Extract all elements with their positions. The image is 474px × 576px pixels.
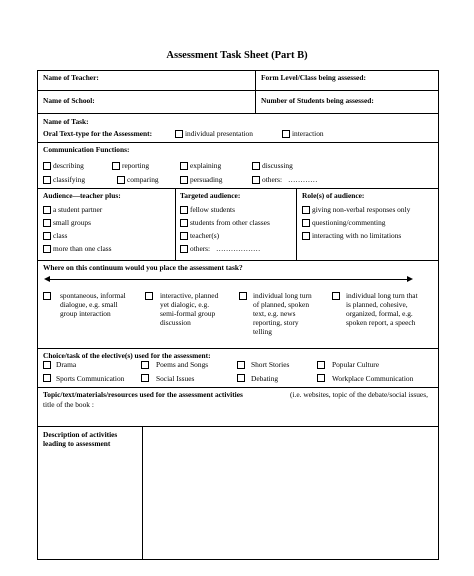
page-title: Assessment Task Sheet (Part B) — [166, 50, 308, 61]
students-count-label: Number of Students being assessed: — [261, 96, 374, 105]
form-level-label: Form Level/Class being assessed: — [261, 73, 366, 82]
checkbox-interaction[interactable] — [282, 130, 290, 138]
option-label: students from other classes — [190, 218, 270, 227]
option-label: Short Stories — [251, 360, 290, 369]
option-label: fellow students — [190, 205, 235, 214]
resources-label: Topic/text/materials/resources used for the assessment activities — [43, 390, 243, 399]
checkbox-classifying[interactable] — [43, 176, 51, 184]
continuum-text: is planned, cohesive, — [346, 300, 408, 309]
checkbox-explaining[interactable] — [180, 162, 188, 170]
description-field[interactable] — [146, 431, 434, 555]
checkbox-targeted-others[interactable] — [180, 245, 188, 253]
option-label: reporting — [122, 161, 150, 170]
checkbox-poems-and-songs[interactable] — [141, 361, 149, 369]
option-label: Debating — [251, 374, 279, 383]
option-label: explaining — [190, 161, 222, 170]
divider — [142, 426, 143, 559]
description-label: Description of activities — [43, 430, 118, 439]
option-label: Sports Communication — [56, 374, 125, 383]
continuum-text: discussion — [160, 318, 191, 327]
divider — [38, 426, 438, 427]
divider — [38, 113, 438, 114]
checkbox-teachers[interactable] — [180, 232, 188, 240]
option-label: Popular Culture — [332, 360, 380, 369]
option-label: teacher(s) — [190, 231, 220, 240]
divider — [38, 142, 438, 143]
task-name-label: Name of Task: — [43, 117, 89, 126]
divider — [38, 90, 438, 91]
electives-label: Choice/task of the elective(s) used for the assessment: — [43, 351, 211, 360]
continuum-text: spontaneous, informal — [60, 291, 126, 300]
checkbox-class[interactable] — [43, 232, 51, 240]
continuum-text: semi-formal group — [160, 309, 216, 318]
continuum-text: individual long turn — [253, 291, 312, 300]
continuum-text: individual long turn that — [346, 291, 418, 300]
assessment-form — [37, 70, 439, 560]
others-blank[interactable]: ……………… — [216, 244, 261, 253]
checkbox-workplace-communication[interactable] — [317, 374, 325, 382]
oral-text-type-label: Oral Text-type for the Assessment: — [43, 129, 153, 138]
checkbox-questioning[interactable] — [302, 219, 310, 227]
option-label: individual presentation — [185, 129, 253, 138]
checkbox-more-than-one-class[interactable] — [43, 245, 51, 253]
checkbox-individual-presentation[interactable] — [175, 130, 183, 138]
option-label: discussing — [262, 161, 293, 170]
checkbox-others[interactable] — [252, 176, 260, 184]
option-label: questioning/commenting — [312, 218, 386, 227]
checkbox-continuum-4[interactable] — [332, 292, 340, 300]
divider — [38, 188, 438, 189]
checkbox-discussing[interactable] — [252, 162, 260, 170]
continuum-text: text, e.g. news — [253, 309, 296, 318]
option-label: comparing — [127, 175, 159, 184]
checkbox-fellow-students[interactable] — [180, 206, 188, 214]
divider — [175, 188, 176, 260]
continuum-arrow — [49, 279, 407, 280]
divider — [38, 348, 438, 349]
continuum-text: telling — [253, 327, 272, 336]
option-label: class — [53, 231, 68, 240]
option-label: Social Issues — [156, 374, 195, 383]
others-blank[interactable]: ………… — [288, 175, 318, 184]
divider — [296, 188, 297, 260]
option-label: persuading — [190, 175, 223, 184]
checkbox-short-stories[interactable] — [237, 361, 245, 369]
divider — [38, 387, 438, 388]
option-label: classifying — [53, 175, 86, 184]
school-label: Name of School: — [43, 96, 95, 105]
teacher-label: Name of Teacher: — [43, 73, 99, 82]
checkbox-small-groups[interactable] — [43, 219, 51, 227]
checkbox-sports-communication[interactable] — [43, 374, 51, 382]
arrow-right-icon — [407, 276, 413, 282]
roles-of-audience-label: Role(s) of audience: — [302, 191, 365, 200]
continuum-text: of planned, spoken — [253, 300, 310, 309]
resources-note: title of the book : — [43, 400, 94, 409]
option-label: Poems and Songs — [156, 360, 209, 369]
continuum-text: organized, formal, e.g. — [346, 309, 413, 318]
option-label: more than one class — [53, 244, 112, 253]
option-label: others: — [190, 244, 211, 253]
option-label: small groups — [53, 218, 91, 227]
checkbox-non-verbal[interactable] — [302, 206, 310, 214]
description-label: leading to assessment — [43, 439, 111, 448]
checkbox-continuum-2[interactable] — [145, 292, 153, 300]
option-label: describing — [53, 161, 84, 170]
checkbox-reporting[interactable] — [112, 162, 120, 170]
checkbox-drama[interactable] — [43, 361, 51, 369]
checkbox-students-other-classes[interactable] — [180, 219, 188, 227]
continuum-text: group interaction — [60, 309, 111, 318]
audience-teacher-label: Audience—teacher plus: — [43, 191, 121, 200]
divider — [38, 260, 438, 261]
option-label: others: — [262, 175, 283, 184]
checkbox-describing[interactable] — [43, 162, 51, 170]
checkbox-continuum-1[interactable] — [43, 292, 51, 300]
checkbox-interacting[interactable] — [302, 232, 310, 240]
continuum-text: yet dialogic, e.g. — [160, 300, 210, 309]
communication-functions-label: Communication Functions: — [43, 145, 130, 154]
option-label: Workplace Communication — [332, 374, 414, 383]
checkbox-persuading[interactable] — [180, 176, 188, 184]
option-label: giving non-verbal responses only — [312, 205, 411, 214]
checkbox-comparing[interactable] — [117, 176, 125, 184]
continuum-text: dialogue, e.g. small — [60, 300, 118, 309]
option-label: Drama — [56, 360, 77, 369]
checkbox-debating[interactable] — [237, 374, 245, 382]
continuum-text: spoken report, a speech — [346, 318, 416, 327]
option-label: interacting with no limitations — [312, 231, 402, 240]
checkbox-popular-culture[interactable] — [317, 361, 325, 369]
option-label: a student partner — [53, 205, 103, 214]
targeted-audience-label: Targeted audience: — [180, 191, 241, 200]
checkbox-social-issues[interactable] — [141, 374, 149, 382]
resources-note: (i.e. websites, topic of the debate/social issues, — [290, 390, 428, 399]
option-label: interaction — [292, 129, 324, 138]
checkbox-student-partner[interactable] — [43, 206, 51, 214]
checkbox-continuum-3[interactable] — [239, 292, 247, 300]
continuum-text: interactive, planned — [160, 291, 219, 300]
divider — [255, 71, 256, 113]
continuum-text: reporting, story — [253, 318, 299, 327]
continuum-question: Where on this continuum would you place the assessment task? — [43, 263, 243, 272]
